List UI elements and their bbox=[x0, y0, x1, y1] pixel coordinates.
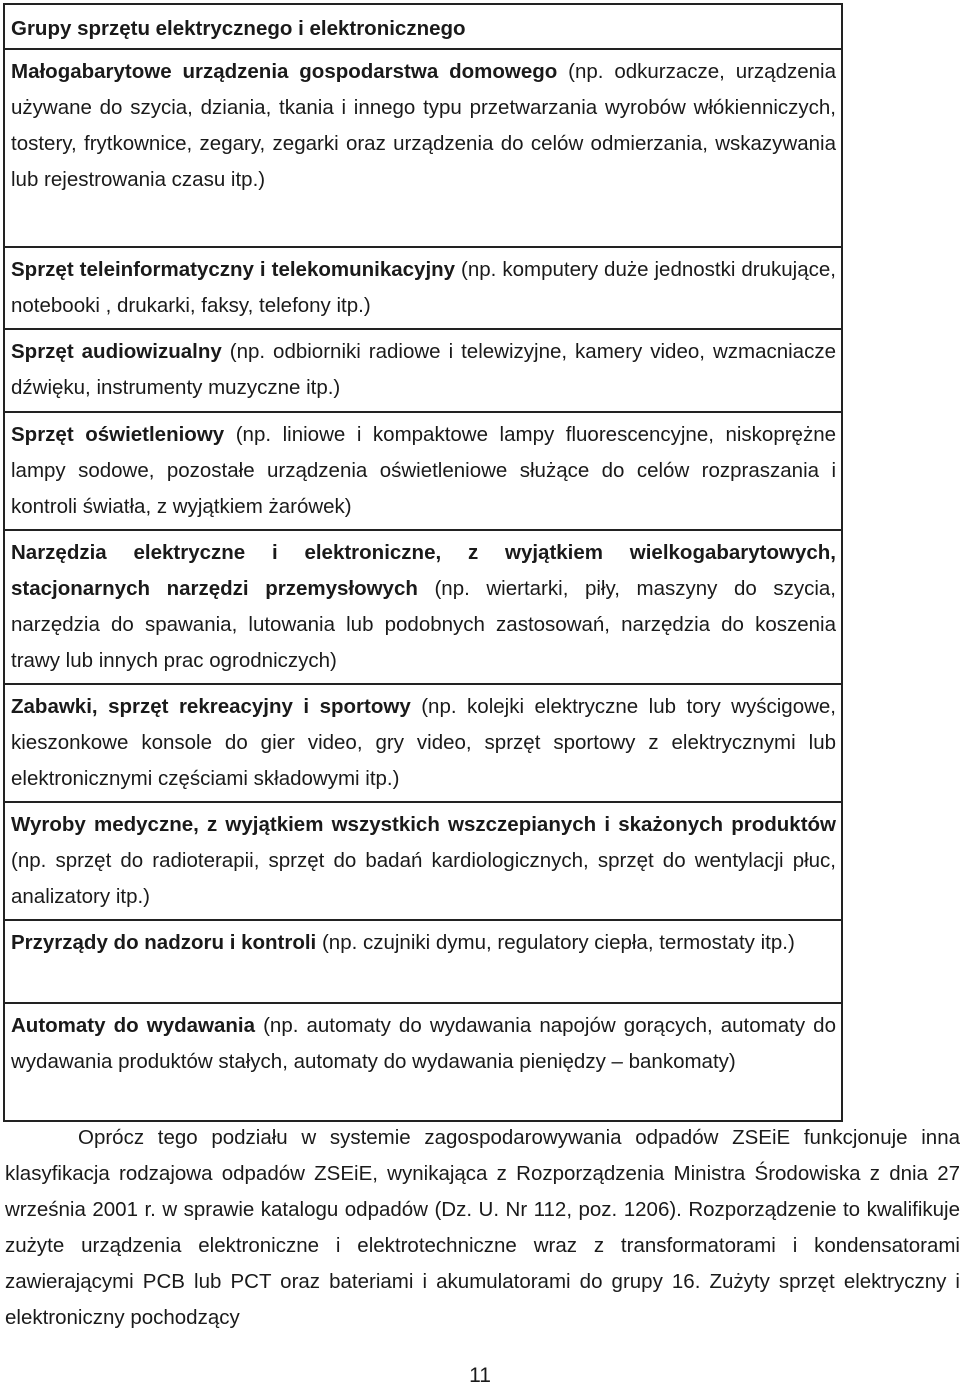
row-category: Małogabarytowe urządzenia gospodarstwa domowego bbox=[11, 60, 558, 83]
row-description: (np. odbiorniki radiowe i telewizyjne, kamery video, wzmacniacze dźwięku, instrumenty muzyczne itp.) bbox=[11, 340, 836, 399]
table-row bbox=[5, 1002, 841, 1120]
row-description: (np. sprzęt do radioterapii, sprzęt do badań kardiologicznych, sprzęt do wentylacji płuc, analizatory itp.) bbox=[11, 849, 836, 908]
table-row bbox=[5, 683, 841, 801]
table-header-title: Grupy sprzętu elektrycznego i elektronicznego bbox=[11, 17, 466, 40]
table-row bbox=[5, 48, 841, 246]
row-description: (np. czujniki dymu, regulatory ciepła, termostaty itp.) bbox=[316, 931, 795, 954]
table-row bbox=[5, 246, 841, 328]
row-description: (np. liniowe i kompaktowe lampy fluorescencyjne, niskoprężne lampy sodowe, pozostałe urządzenia oświetleniowe służące do celów rozpraszania i kontroli światła, z wyjątkiem żarówek) bbox=[11, 423, 837, 518]
row-description: (np. komputery duże jednostki drukujące, notebooki , drukarki, faksy, telefony itp.) bbox=[11, 258, 836, 317]
row-description: (np. odkurzacze, urządzenia używane do szycia, dziania, tkania i innego typu przetwarzania wyrobów włókienniczych, tostery, frytkownice, zegary, zegarki oraz urządzenia do celów odmierzania, wskazywania lub rejestrowania czasu itp.) bbox=[11, 60, 836, 191]
body-paragraph: Oprócz tego podziału w systemie zagospodarowywania odpadów ZSEiE funkcjonuje inna klasyfikacja rodzajowa odpadów ZSEiE, wynikająca z Rozporządzenia Ministra Środowiska z dnia 27 września 2001 r. w sprawie katalogu odpadów (Dz. U. Nr 112, poz. 1206). Rozporządzenie to kwalifikuje zużyte urządzenia elektroniczne i elektrotechniczne wraz z transformatorami i kondensatorami zawierającymi PCB lub PCT oraz bateriami i akumulatorami do grupy 16. Zużyty sprzęt elektryczny i elektroniczny pochodzący bbox=[5, 1126, 960, 1329]
row-category: Przyrządy do nadzoru i kontroli bbox=[11, 931, 317, 954]
table-row bbox=[5, 328, 841, 411]
table-row bbox=[5, 801, 841, 919]
row-description: (np. wiertarki, piły, maszyny do szycia, narzędzia do spawania, lutowania lub podobnych zastosowań, narzędzia do koszenia trawy lub innych prac ogrodniczych) bbox=[11, 577, 837, 672]
table-row bbox=[5, 411, 841, 529]
row-category: Zabawki, sprzęt rekreacyjny i sportowy bbox=[11, 695, 411, 718]
equipment-groups-table bbox=[3, 3, 843, 1122]
page-number: 11 bbox=[469, 1364, 491, 1387]
row-category: Sprzęt audiowizualny bbox=[11, 340, 222, 363]
row-category: Sprzęt teleinformatyczny i telekomunikacyjny bbox=[11, 258, 456, 281]
row-description: (np. automaty do wydawania napojów gorących, automaty do wydawania produktów stałych, automaty do wydawania pieniędzy – bankomaty) bbox=[11, 1014, 836, 1073]
row-category: Narzędzia elektryczne i elektroniczne, z wyjątkiem wielkogabarytowych, stacjonarnych narzędzi przemysłowych bbox=[11, 541, 836, 600]
table-header bbox=[5, 5, 841, 48]
row-description: (np. kolejki elektryczne lub tory wyścigowe, kieszonkowe konsole do gier video, gry video, sprzęt sportowy z elektrycznymi lub elektronicznymi częściami składowymi itp.) bbox=[11, 695, 836, 790]
row-category: Sprzęt oświetleniowy bbox=[11, 423, 225, 446]
row-category: Automaty do wydawania bbox=[11, 1014, 255, 1037]
table-row bbox=[5, 919, 841, 1002]
table-row bbox=[5, 529, 841, 683]
row-category: Wyroby medyczne, z wyjątkiem wszystkich wszczepianych i skażonych produktów bbox=[11, 813, 836, 836]
